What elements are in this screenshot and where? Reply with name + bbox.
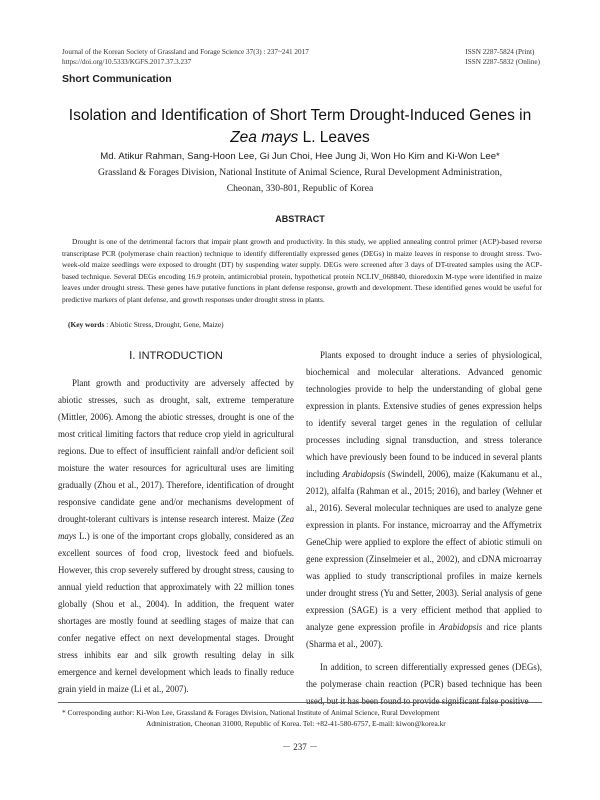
abstract-heading: ABSTRACT: [275, 214, 325, 224]
footnote-divider: [58, 702, 542, 703]
footnote-line1: * Corresponding author: Ki-Won Lee, Grassland & Forages Division, National Institute of Animal Science, Rural Development: [62, 708, 440, 717]
page-number: － 237 －: [281, 742, 318, 752]
journal-citation: Journal of the Korean Society of Grassland and Forage Science 37(3) : 237~241 2017: [62, 48, 309, 56]
abstract-body: Drought is one of the detrimental factors that impair plant growth and productivity. In this study, we applied annealing control primer (ACP)-based reverse transcriptase PCR (polymerase chain reaction) technique to identify differentially expressed genes (DEGs) in maize leaves in response to drought stress. Two-week-old maize seedlings were exposed to drought (DT) by suspending water supply. DEGs were screened after 3 days of DT-treated samples using the ACP-based technique. Several DEGs encoding 16.9 protein, antimicrobial protein, hypothetical protein NCLIV_068840, thioredoxin M-type were identified in maize leaves under drought stress. These genes have putative functions in plant defense response, growth and development. These identified genes would be useful for predictive markers of plant defense, and growth responses under drought stress in plants.: [62, 237, 542, 304]
right-column: [306, 347, 542, 716]
journal-header-left: [62, 47, 309, 67]
keywords: [68, 319, 224, 330]
journal-header-right: [465, 47, 540, 67]
paper-title-line2: [40, 127, 560, 149]
affiliation-line1: Grassland & Forages Division, National Institute of Animal Science, Rural Development Administration,: [98, 167, 502, 178]
intro-paragraph-1: Plant growth and productivity are adversely affected by abiotic stresses, such as drought, salt, extreme temperature (Mittler, 2006). Among the abiotic stresses, drought is one of the most critical limiting factors that reduce crop yield in agricultural regions. Due to effect of insufficient rainfall and/or deficient soil moisture the water resources for agricultural uses are limiting gradually (Zhou et al., 2017). Therefore, identification of drought responsive candidate gene and/or mechanisms development of drought-tolerant cultivars is intense research interest. Maize (Zea mays L.) is one of the important crops globally, considered as an excellent sources of food crop, livestock feed and biofuels. However, this crop severely suffered by drought stress, causing to annual yield reduction that approximately with 22 million tones globally (Shou et al., 2004). In addition, the frequent water shortages are mostly found at seedling stages of maize that can confer negative effect on next developmental stages. Drought stress inhibits ear and silk growth resulting delay in silk emergence and kernel development which leads to finally reduce grain yield in maize (Li et al., 2007).: [58, 378, 294, 694]
intro-paragraph-2: Plants exposed to drought induce a series of physiological, biochemical and molecular alterations. Advanced genomic technologies provide to help the understanding of global gene expression in plants. Extensive studies of genes expression helps to identify several target genes in the regulation of cellular processes including signal transduction, and stress tolerance which have previously been found to be induced in several plants including Arabidopsis (Swindell, 2006), maize (Kakumanu et al., 2012), alfalfa (Rahman et al., 2015; 2016), and barley (Wehner et al., 2016). Several molecular techniques are used to analyze gene expression in plants. For instance, microarray and the Affymetrix GeneChip were applied to explore the effect of abiotic stimuli on gene expression (Zinselmeier et al., 2002), and cDNA microarray was applied to study transcriptional profiles in maize kernels under drought stress (Yu and Setter, 2003). Serial analysis of gene expression (SAGE) is a very efficient method that applied to analyze gene expression profile in Arabidopsis and rice plants (Sharma et al., 2007).: [306, 350, 542, 649]
issn-print: ISSN 2287-5824 (Print): [465, 48, 535, 56]
author-list: Md. Atikur Rahman, Sang-Hoon Lee, Gi Jun Choi, Hee Jung Ji, Won Ho Kim and Ki-Won Lee*: [100, 151, 500, 162]
title-rest: L. Leaves: [298, 129, 370, 146]
keywords-text: : Abiotic Stress, Drought, Gene, Maize): [104, 320, 224, 329]
keywords-label: (Key words: [68, 320, 105, 329]
article-type: Short Communication: [62, 73, 172, 85]
footnote-line2: Administration, Cheonan 31000, Republic of Korea. Tel: +82-41-580-6757, E-mail: kiwon@korea.kr: [146, 719, 446, 728]
title-species: Zea mays: [230, 129, 299, 146]
left-column: [58, 347, 294, 704]
section-heading-introduction: Ⅰ. INTRODUCTION: [129, 350, 223, 362]
corresponding-author-footnote: [62, 707, 542, 729]
issn-online: ISSN 2287-5832 (Online): [465, 58, 540, 66]
intro-paragraph-3: In addition, to screen differentially expressed genes (DEGs), the polymerase chain reaction (PCR) based technique has been used, but it has been found to provide significant false positive: [306, 662, 542, 706]
affiliation-line2: Cheonan, 330-801, Republic of Korea: [226, 183, 374, 194]
paper-title-line1: Isolation and Identification of Short Term Drought-Induced Genes in: [68, 107, 532, 124]
doi-link[interactable]: https://doi.org/10.5333/KGFS.2017.37.3.237: [62, 58, 192, 66]
